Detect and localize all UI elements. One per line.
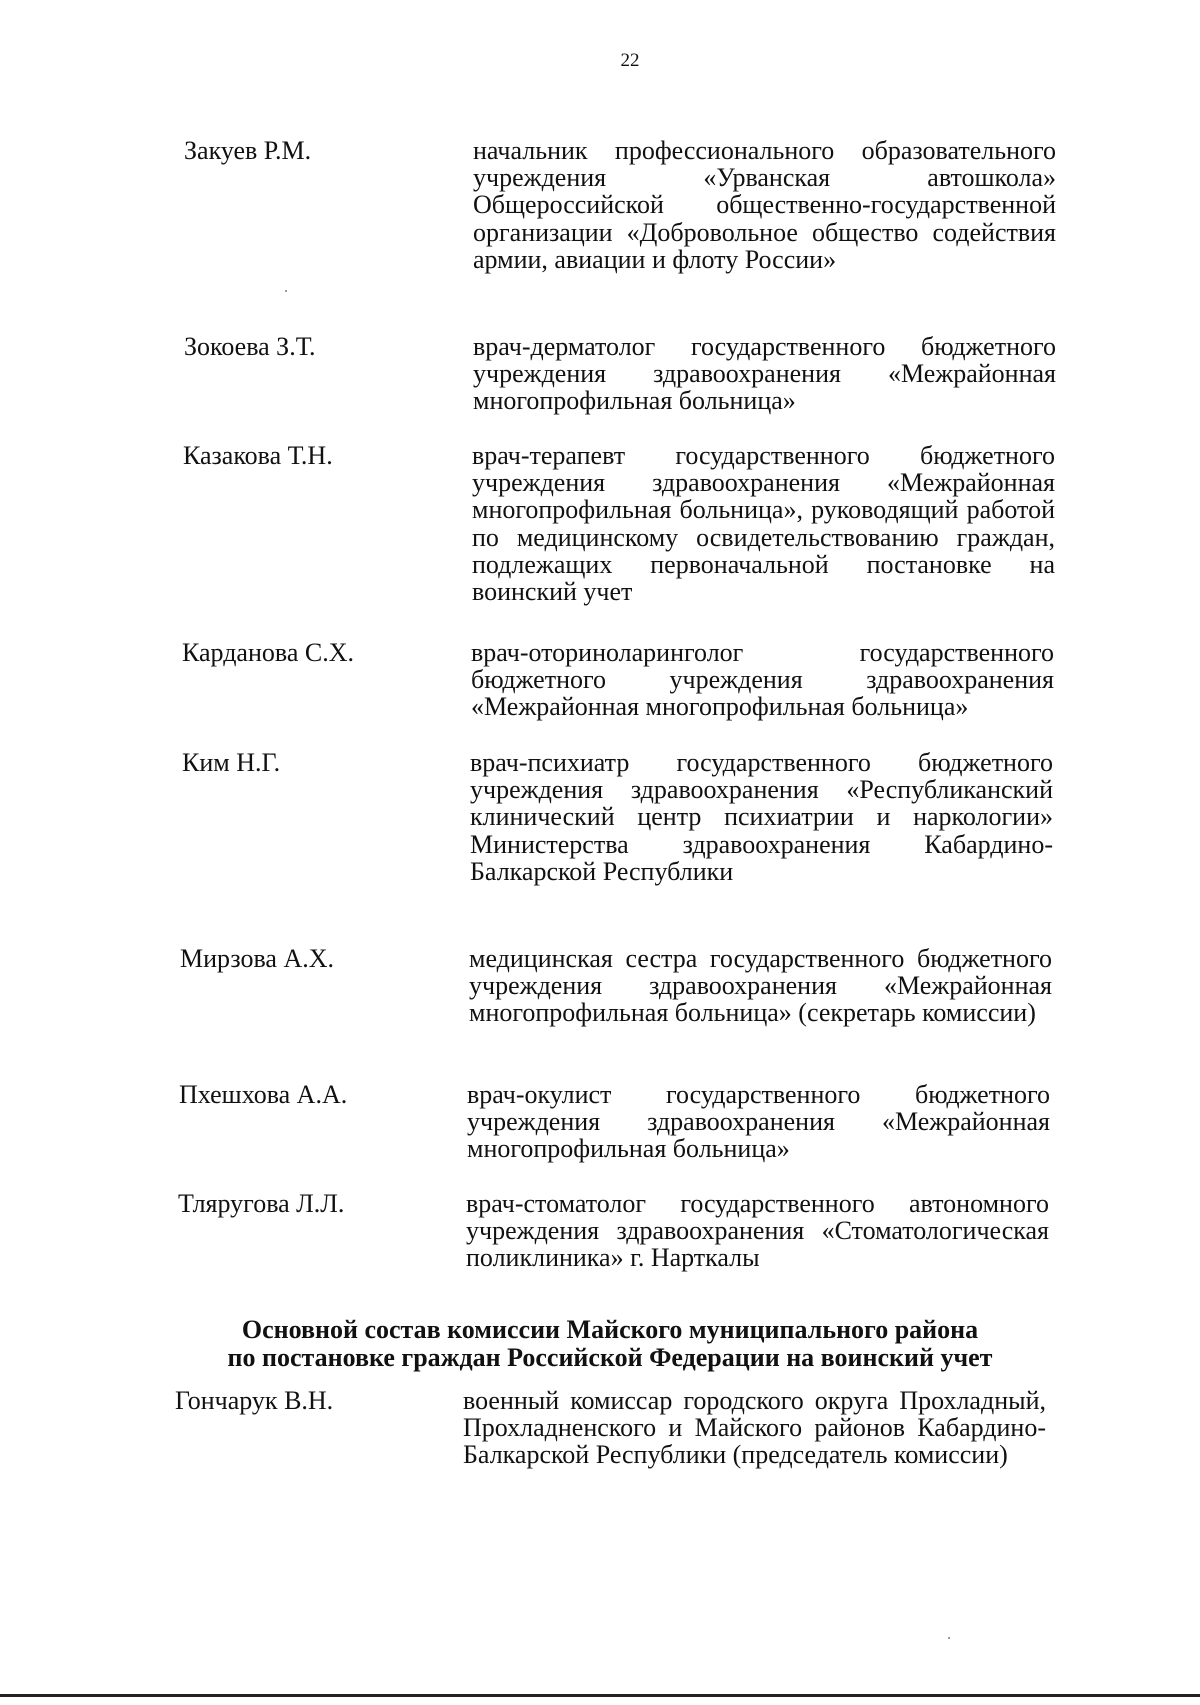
section-title — [150, 1316, 1070, 1372]
member-name: Ким Н.Г. — [182, 748, 281, 777]
member-name: Закуев Р.М. — [184, 136, 312, 165]
section-title-line: Основной состав комиссии Майского муниципального района — [241, 1315, 979, 1344]
member-role: врач-психиатр государственного бюджетного учреждения здравоохранения «Республиканский клинический центр психиатрии и наркологии» Министерства здравоохранения Кабардино-Балкарской Республики — [470, 748, 1053, 886]
member-role: военный комиссар городского округа Прохладный, Прохладненского и Майского районов Кабардино-Балкарской Республики (председатель комиссии) — [463, 1386, 1046, 1470]
member-role: начальник профессионального образовательного учреждения «Урванская автошкола» Общероссийской общественно-государственной организации «Добровольное общество содействия армии, авиации и флоту России» — [473, 136, 1056, 274]
member-name: Зокоева З.Т. — [184, 332, 316, 361]
member-name: Тляругова Л.Л. — [178, 1189, 345, 1218]
scan-edge-line — [0, 1694, 1200, 1697]
member-name: Гончарук В.Н. — [175, 1386, 334, 1415]
section-title-line: по постановке граждан Российской Федерации на воинский учет — [227, 1343, 993, 1372]
member-role: врач-терапевт государственного бюджетного учреждения здравоохранения «Межрайонная многопрофильная больница», руководящий работой по медицинскому освидетельствованию граждан, подлежащих первоначальной постановке на воинский учет — [472, 441, 1055, 607]
page-number: 22 — [620, 50, 640, 71]
scan-speck — [285, 290, 287, 292]
member-name: Казакова Т.Н. — [183, 441, 333, 470]
member-role: врач-окулист государственного бюджетного учреждения здравоохранения «Межрайонная многопрофильная больница» — [467, 1080, 1050, 1164]
member-role: медицинская сестра государственного бюджетного учреждения здравоохранения «Межрайонная многопрофильная больница» (секретарь комиссии) — [469, 944, 1052, 1028]
member-role: врач-оториноларинголог государственного бюджетного учреждения здравоохранения «Межрайонная многопрофильная больница» — [471, 638, 1054, 722]
member-name: Карданова С.Х. — [182, 638, 354, 667]
member-role: врач-стоматолог государственного автономного учреждения здравоохранения «Стоматологическая поликлиника» г. Нарткалы — [466, 1189, 1049, 1273]
member-role: врач-дерматолог государственного бюджетного учреждения здравоохранения «Межрайонная многопрофильная больница» — [473, 332, 1056, 416]
scan-speck — [948, 1637, 950, 1639]
member-name: Пхешхова А.А. — [179, 1080, 348, 1109]
member-name: Мирзова А.Х. — [180, 944, 334, 973]
